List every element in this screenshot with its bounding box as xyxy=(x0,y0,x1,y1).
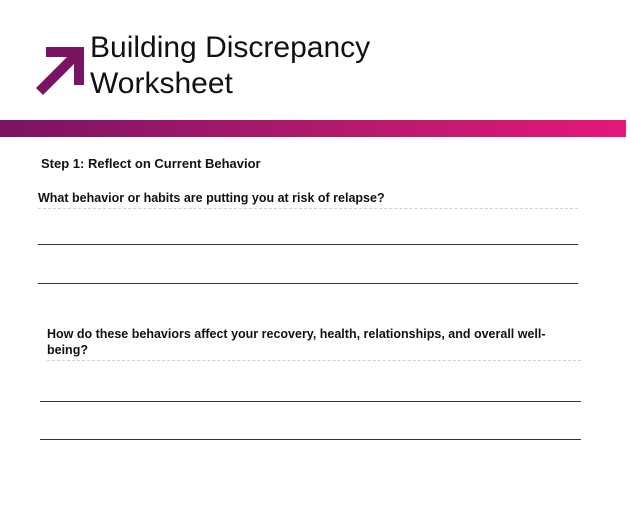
page-title xyxy=(90,30,490,102)
worksheet-header xyxy=(0,0,630,120)
gradient-banner xyxy=(0,120,626,137)
title-line-2: Worksheet xyxy=(90,67,233,100)
step-1-heading: Step 1: Reflect on Current Behavior xyxy=(41,156,261,171)
title-line-1: Building Discrepancy xyxy=(90,31,371,64)
answer-line-2b[interactable] xyxy=(40,439,581,440)
question-1: What behavior or habits are putting you at risk of relapse? xyxy=(38,190,578,209)
answer-line-1a[interactable] xyxy=(38,244,578,245)
answer-line-2a[interactable] xyxy=(40,401,581,402)
arrow-up-right-icon xyxy=(36,47,84,95)
question-2: How do these behaviors affect your recovery, health, relationships, and overall well-being? xyxy=(47,326,581,361)
answer-line-1b[interactable] xyxy=(38,283,578,284)
